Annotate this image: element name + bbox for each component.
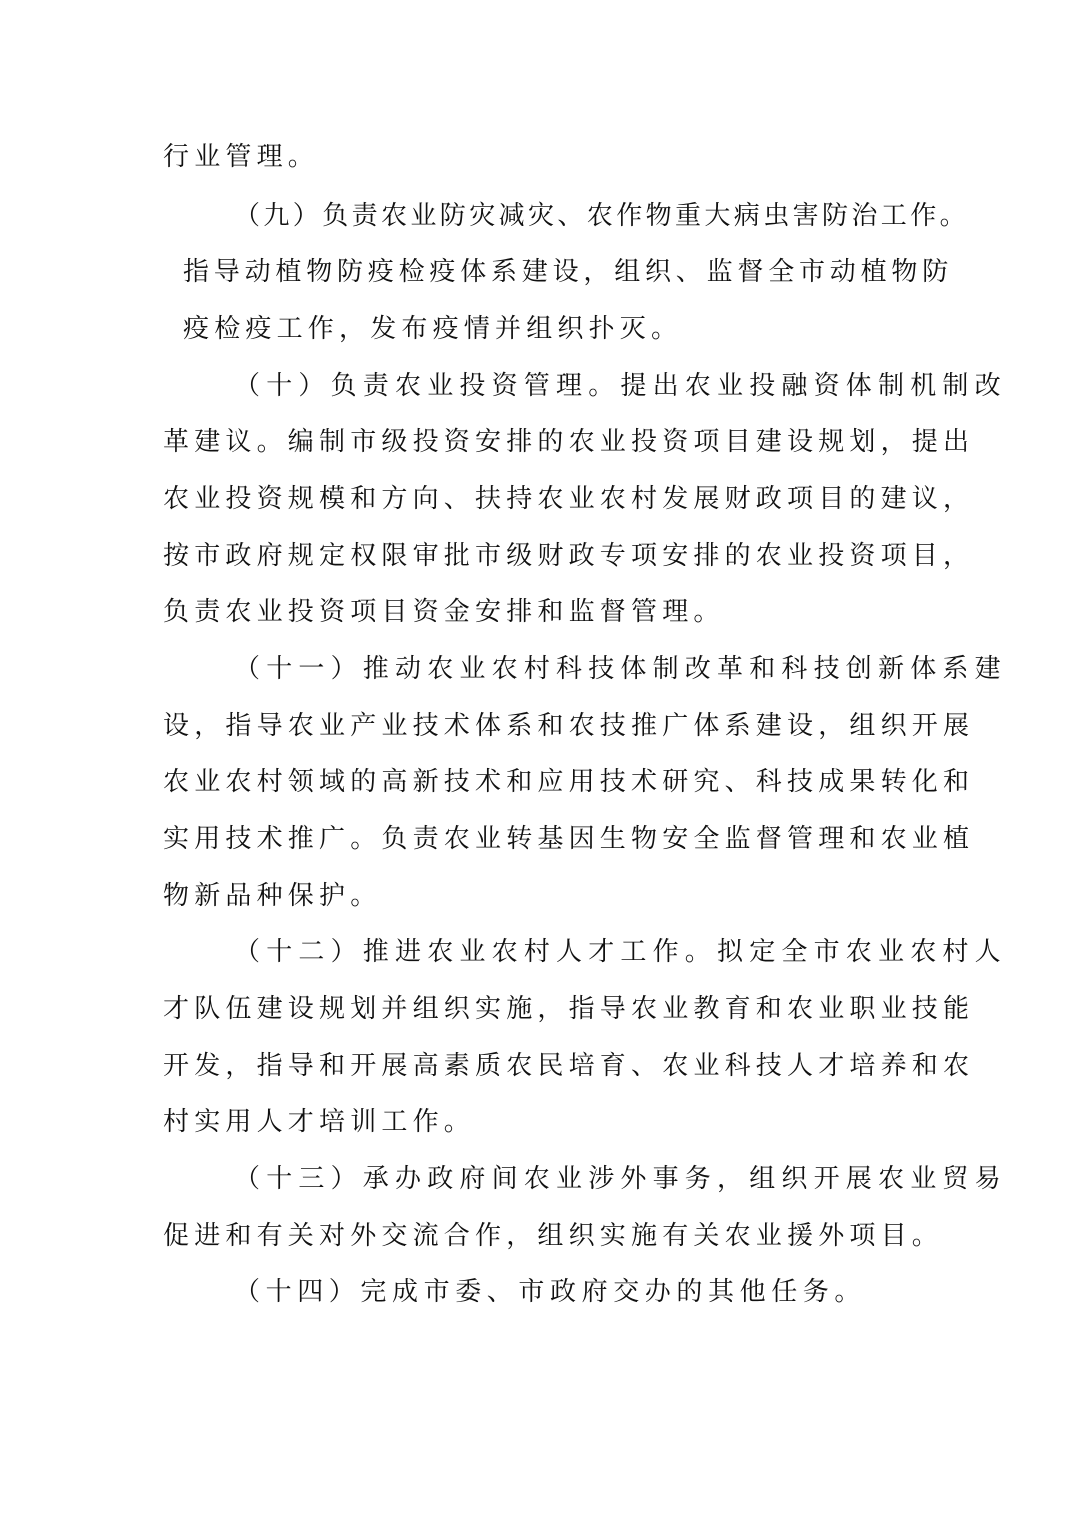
text-line: （十三）承办政府间农业涉外事务，组织开展农业贸易 [234, 1164, 1007, 1194]
text-line: 负责农业投资项目资金安排和监督管理。 [163, 597, 725, 627]
text-line: （十四）完成市委、市政府交办的其他任务。 [234, 1277, 867, 1307]
text-line: （十一）推动农业农村科技体制改革和科技创新体系建 [234, 654, 1007, 684]
text-line: 行业管理。 [163, 142, 320, 172]
text-line: 指导动植物防疫检疫体系建设，组织、监督全市动植物防 [183, 257, 954, 287]
text-line: 设，指导农业产业技术体系和农技推广体系建设，组织开展 [163, 711, 975, 741]
text-line: 按市政府规定权限审批市级财政专项安排的农业投资项目， [163, 541, 975, 571]
text-line: 村实用人才培训工作。 [163, 1107, 476, 1137]
text-line: 农业投资规模和方向、扶持农业农村发展财政项目的建议， [163, 484, 975, 514]
text-line: （九）负责农业防灾减灾、农作物重大病虫害防治工作。 [234, 201, 970, 231]
text-line: 才队伍建设规划并组织实施，指导农业教育和农业职业技能 [163, 994, 975, 1024]
text-line: （十二）推进农业农村人才工作。拟定全市农业农村人 [234, 937, 1007, 967]
text-line: 疫检疫工作，发布疫情并组织扑灭。 [183, 314, 683, 344]
text-line: 促进和有关对外交流合作，组织实施有关农业援外项目。 [163, 1221, 944, 1251]
text-line: 革建议。编制市级投资安排的农业投资项目建设规划，提出 [163, 427, 975, 457]
text-line: 实用技术推广。负责农业转基因生物安全监督管理和农业植 [163, 824, 975, 854]
text-line: 农业农村领域的高新技术和应用技术研究、科技成果转化和 [163, 767, 975, 797]
text-line: 开发，指导和开展高素质农民培育、农业科技人才培养和农 [163, 1051, 975, 1081]
text-line: （十）负责农业投资管理。提出农业投融资体制机制改 [234, 371, 1007, 401]
text-line: 物新品种保护。 [163, 881, 382, 911]
